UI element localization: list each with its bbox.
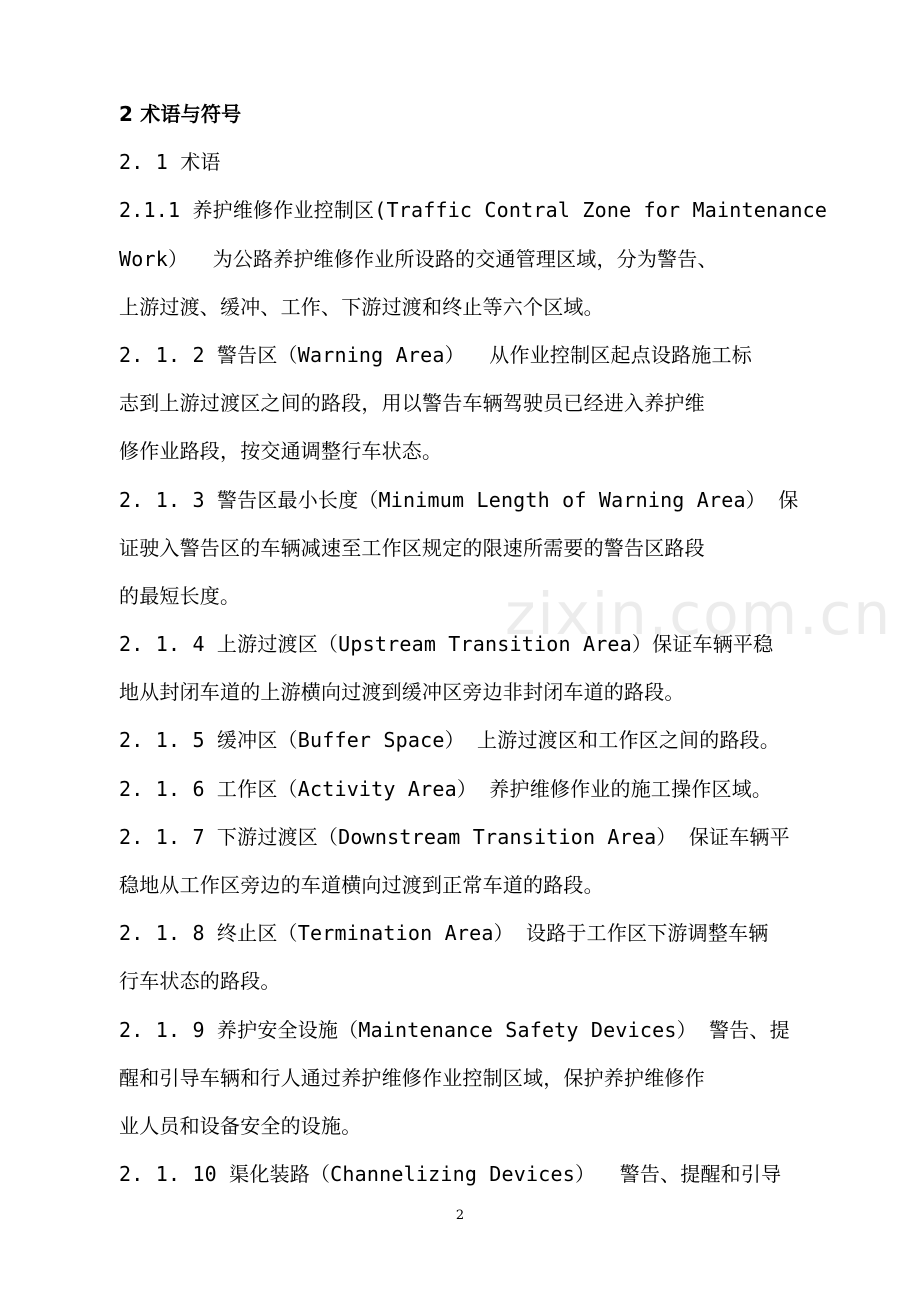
text-line: 2. 1. 8 终止区（Termination Area） 设路于工作区下游调整车辆 [119,921,769,946]
text-line: 证驶入警告区的车辆减速至工作区规定的限速所需要的警告区路段 [119,535,705,560]
text-line: 行车状态的路段。 [119,969,281,994]
text-line: 业人员和设备安全的设施。 [119,1113,362,1138]
text-line: Work） 为公路养护维修作业所设路的交通管理区域，分为警告、 [119,246,718,271]
text-line: 2. 1. 6 工作区（Activity Area） 养护维修作业的施工操作区域。 [119,776,773,801]
text-line: 2. 1. 2 警告区（Warning Area） 从作业控制区起点设路施工标 [119,342,752,367]
text-line: 的最短长度。 [119,583,241,608]
text-line: 醒和引导车辆和行人通过养护维修作业控制区域，保护养护维修作 [119,1065,705,1090]
document-body [119,90,839,1198]
page-number: 2 [455,1208,465,1223]
text-line: 2. 1. 7 下游过渡区（Downstream Transition Area） 保证车辆平 [119,824,790,849]
text-line: 2. 1. 9 养护安全设施（Maintenance Safety Devices） 警告、提 [119,1017,790,1042]
text-line: 2. 1. 5 缓冲区（Buffer Space） 上游过渡区和工作区之间的路段。 [119,728,781,753]
text-line: 上游过渡、缓冲、工作、下游过渡和终止等六个区域。 [119,294,604,319]
text-line: 2. 1. 3 警告区最小长度（Minimum Length of Warning Area） 保 [119,487,799,512]
text-line: 2. 1. 4 上游过渡区（Upstream Transition Area）保证车辆平稳 [119,632,774,657]
section-heading: 2 术语与符号 [119,102,242,126]
text-line: 2.1.1 养护维修作业控制区(Traffic Contral Zone for Maintenance [119,198,828,223]
text-line: 2. 1. 10 渠化装路（Channelizing Devices） 警告、提醒和引导 [119,1162,782,1187]
text-line: 修作业路段，按交通调整行车状态。 [119,439,443,464]
watermark: zixin.com.cn [505,580,893,648]
subsection-heading: 2. 1 术语 [119,150,221,175]
text-line: 稳地从工作区旁边的车道横向过渡到正常车道的路段。 [119,873,604,897]
text-line: 志到上游过渡区之间的路段，用以警告车辆驾驶员已经进入养护维 [119,391,705,416]
text-line: 地从封闭车道的上游横向过渡到缓冲区旁边非封闭车道的路段。 [119,680,685,705]
